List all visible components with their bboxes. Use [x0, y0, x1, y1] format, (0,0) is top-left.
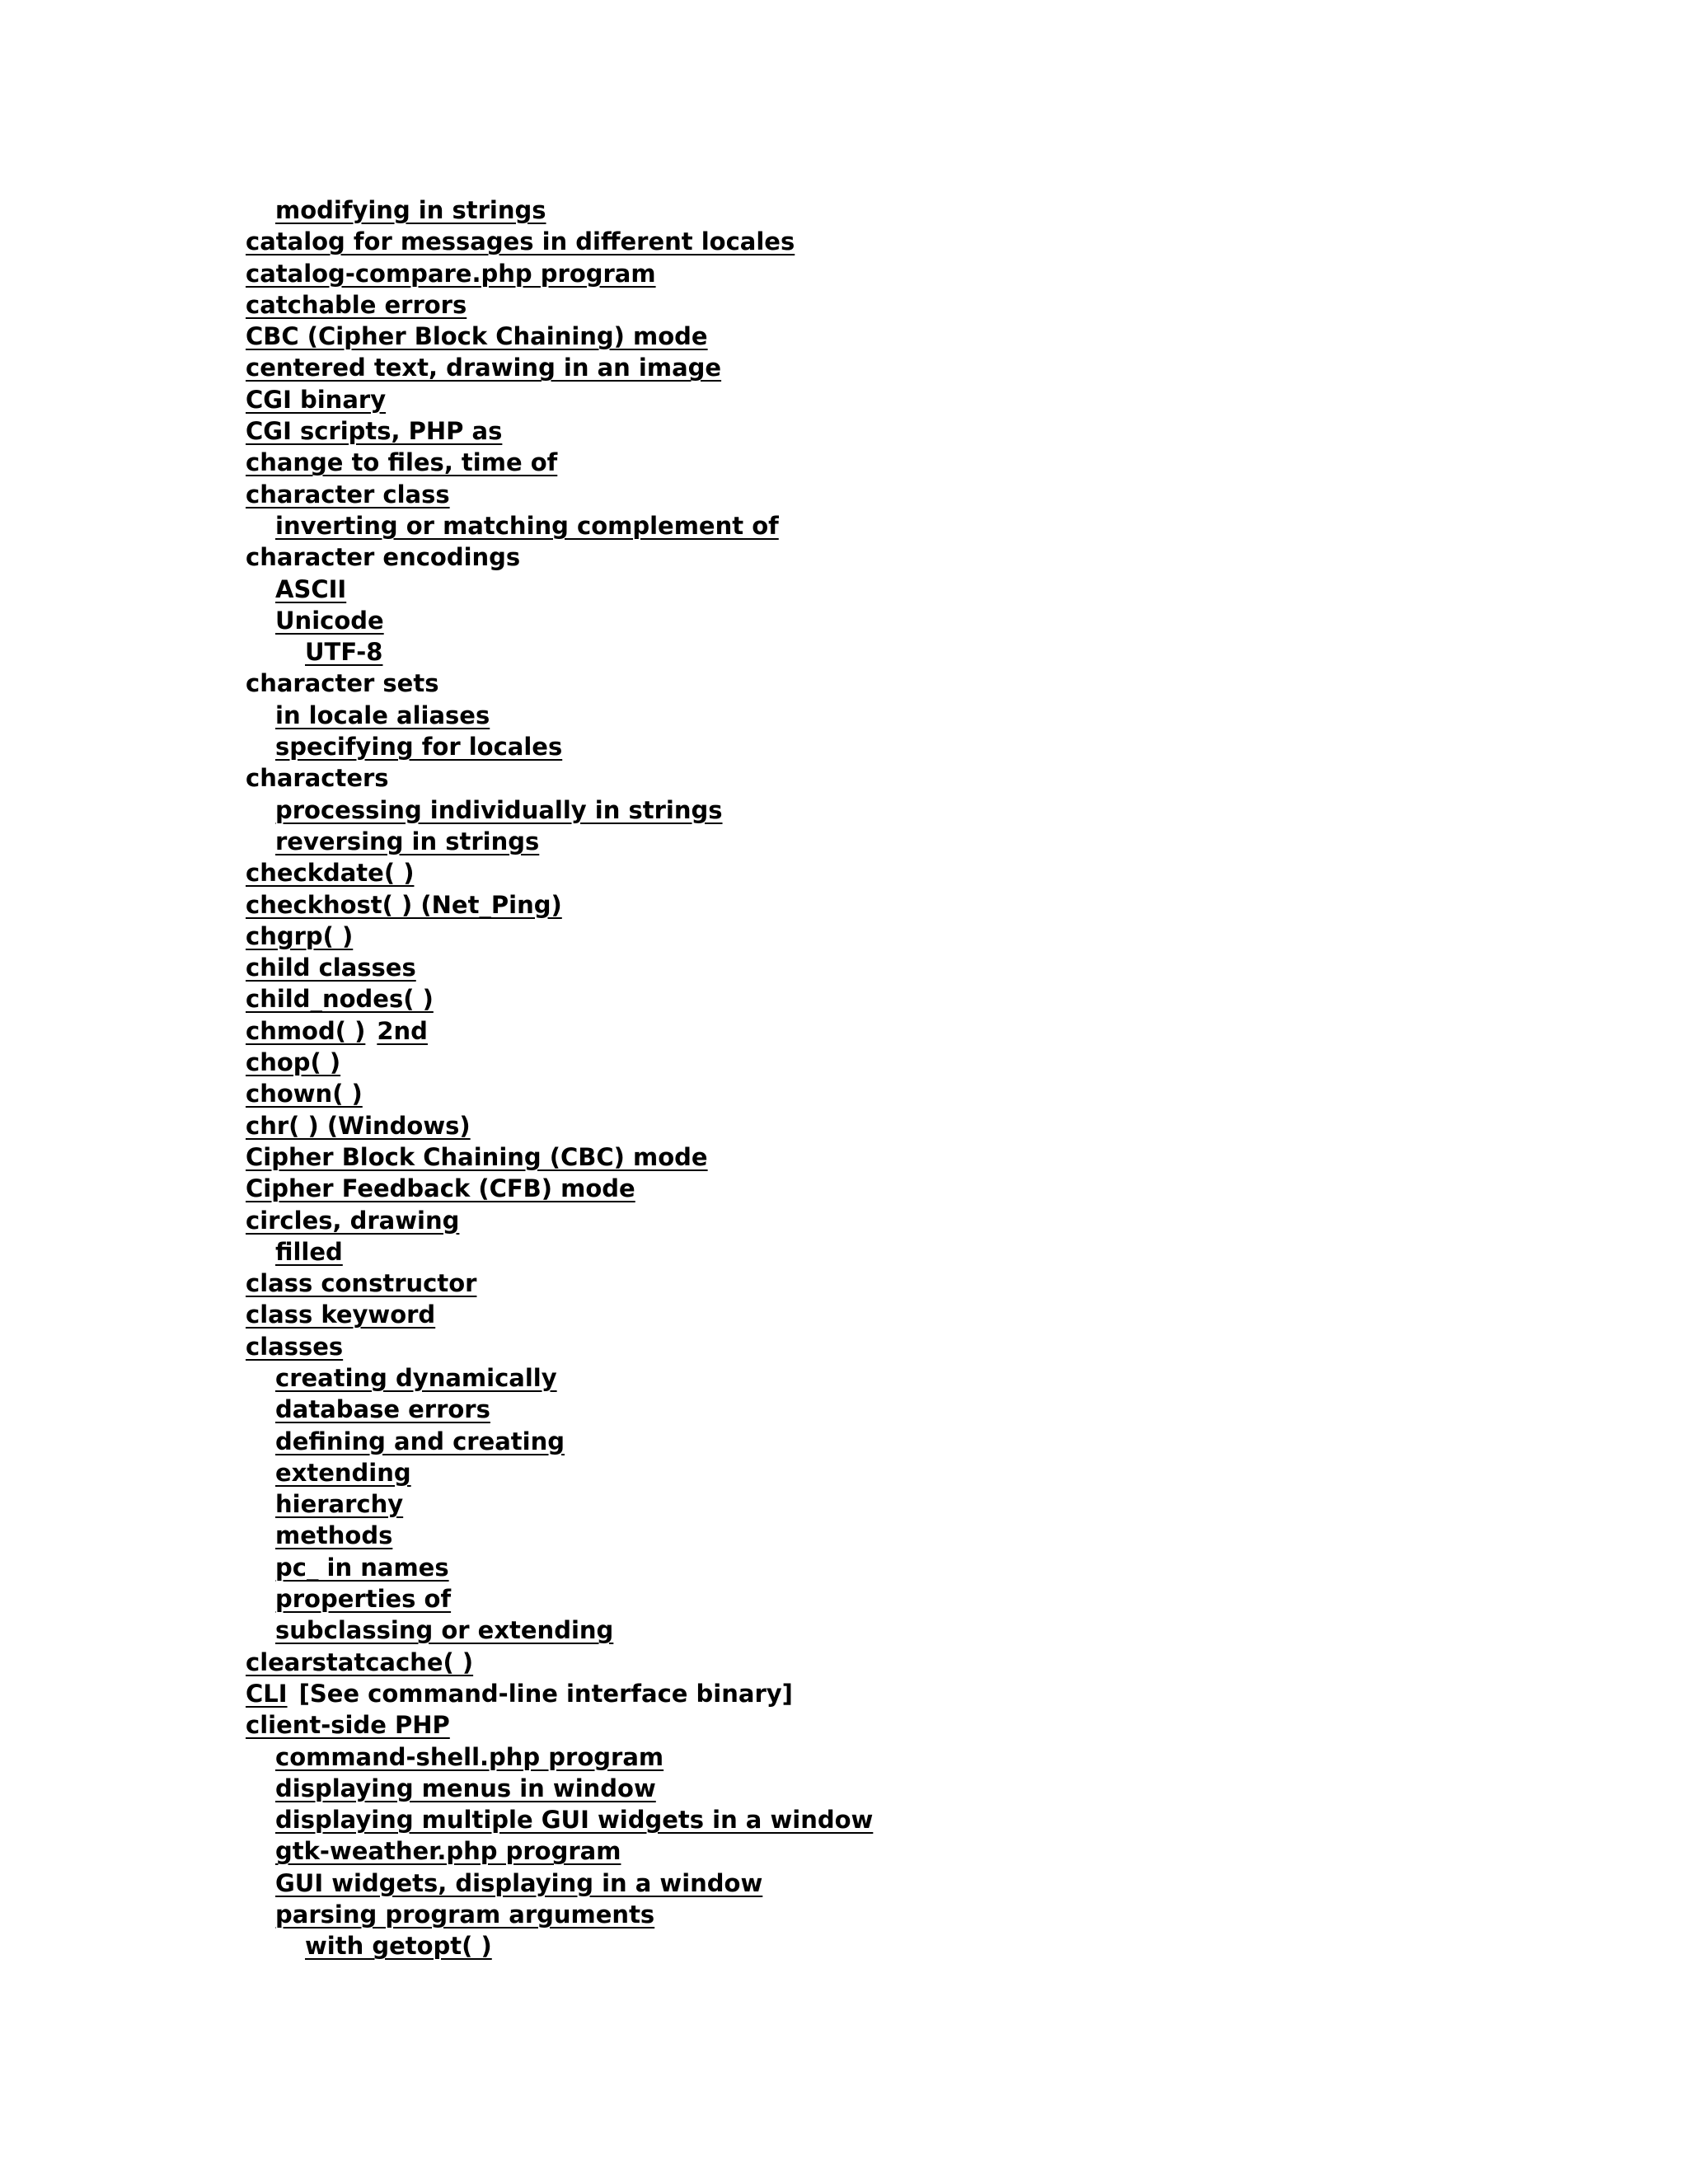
index-subentry	[0, 1835, 873, 1867]
index-link[interactable]: UTF-8	[305, 638, 383, 667]
index-link[interactable]: properties of	[275, 1585, 452, 1614]
index-entry	[0, 1173, 873, 1204]
index-link[interactable]: character class	[246, 480, 450, 509]
index-entry	[0, 762, 873, 794]
index-link[interactable]: chr( ) (Windows)	[246, 1111, 471, 1140]
index-link[interactable]: in locale aliases	[275, 701, 490, 729]
index-link[interactable]: change to files, time of	[246, 448, 558, 477]
index-entry	[0, 921, 873, 952]
index-link[interactable]: Cipher Feedback (CFB) mode	[246, 1174, 635, 1203]
index-entry	[0, 857, 873, 888]
index-subentry	[0, 1426, 873, 1457]
index-subentry	[0, 794, 873, 826]
index-entry	[0, 952, 873, 983]
index-term: characters	[246, 764, 389, 793]
index-subentry	[0, 1804, 873, 1835]
index-subentry	[0, 574, 873, 605]
index-entry	[0, 1709, 873, 1741]
index-term: character sets	[246, 669, 439, 698]
index-link[interactable]: chmod( )	[246, 1016, 366, 1045]
index-link[interactable]: hierarchy	[275, 1490, 404, 1519]
index-entry	[0, 889, 873, 921]
index-link[interactable]: defining and creating	[275, 1427, 565, 1455]
index-link[interactable]: CLI	[246, 1679, 288, 1708]
index-subentry	[0, 1394, 873, 1425]
index-entry	[0, 1015, 873, 1047]
index-subentry	[0, 636, 873, 668]
index-entry	[0, 1110, 873, 1141]
index-link[interactable]: catalog-compare.php program	[246, 259, 656, 288]
index-link[interactable]: displaying menus in window	[275, 1774, 656, 1802]
index-subentry	[0, 1488, 873, 1520]
index-link[interactable]: inverting or matching complement of	[275, 511, 779, 540]
index-link[interactable]: chgrp( )	[246, 921, 354, 950]
index-entry	[0, 258, 873, 289]
index-link[interactable]: Unicode	[275, 606, 384, 635]
index-link[interactable]: gtk-weather.php program	[275, 1837, 621, 1866]
index-link[interactable]: modifying in strings	[275, 196, 546, 224]
index-entry	[0, 541, 873, 573]
index-link[interactable]: GUI widgets, displaying in a window	[275, 1868, 763, 1897]
index-subentry	[0, 1236, 873, 1268]
index-link[interactable]: pc_ in names	[275, 1553, 449, 1582]
index-link[interactable]: chop( )	[246, 1048, 341, 1077]
index-subentry	[0, 1741, 873, 1773]
index-entry	[0, 447, 873, 478]
index-link[interactable]: checkhost( ) (Net_Ping)	[246, 890, 562, 919]
index-link[interactable]: CGI binary	[246, 385, 387, 414]
index-link[interactable]: extending	[275, 1458, 411, 1487]
index-subentry	[0, 1520, 873, 1551]
index-link[interactable]: filled	[275, 1237, 343, 1266]
index-link[interactable]: methods	[275, 1521, 393, 1550]
index-link[interactable]: with getopt( )	[305, 1932, 492, 1961]
index-link[interactable]: displaying multiple GUI widgets in a window	[275, 1806, 874, 1835]
index-link[interactable]: ASCII	[275, 574, 347, 603]
index-subentry	[0, 731, 873, 762]
index-entry	[0, 226, 873, 257]
index-subentry	[0, 1899, 873, 1930]
index-entry	[0, 321, 873, 352]
index-link[interactable]: database errors	[275, 1395, 490, 1424]
index-entry	[0, 352, 873, 383]
index-link[interactable]: child classes	[246, 954, 416, 982]
index-link[interactable]: subclassing or extending	[275, 1616, 614, 1645]
index-link[interactable]: specifying for locales	[275, 733, 563, 762]
index-entry	[0, 1268, 873, 1299]
index-subentry	[0, 194, 873, 226]
index-link[interactable]: Cipher Block Chaining (CBC) mode	[246, 1142, 708, 1171]
index-link[interactable]: circles, drawing	[246, 1206, 460, 1235]
index-entry	[0, 1678, 873, 1709]
index-link[interactable]: reversing in strings	[275, 827, 540, 855]
index-entry	[0, 1205, 873, 1236]
index-entry	[0, 289, 873, 321]
index-link[interactable]: CBC (Cipher Block Chaining) mode	[246, 322, 708, 351]
index-subentry	[0, 1773, 873, 1804]
index-term: [See command-line interface binary]	[298, 1679, 793, 1708]
index-subentry	[0, 1930, 873, 1961]
index-entry	[0, 983, 873, 1015]
index-subentry	[0, 1583, 873, 1615]
index-entry	[0, 1647, 873, 1678]
index-entry	[0, 1299, 873, 1330]
index-subentry	[0, 700, 873, 731]
index-term: character encodings	[246, 543, 521, 572]
index-entry	[0, 479, 873, 510]
index-entry	[0, 1078, 873, 1109]
index-subentry	[0, 1457, 873, 1488]
index-link[interactable]: parsing program arguments	[275, 1900, 655, 1929]
index-link[interactable]: checkdate( )	[246, 859, 415, 888]
index-link[interactable]: command-shell.php program	[275, 1742, 664, 1771]
index-subentry	[0, 510, 873, 541]
index-entry	[0, 1047, 873, 1078]
index-entry	[0, 1331, 873, 1362]
index-link[interactable]: classes	[246, 1332, 344, 1361]
index-entry	[0, 415, 873, 447]
index-entry	[0, 1141, 873, 1173]
index-entry	[0, 668, 873, 699]
index-subentry	[0, 1362, 873, 1394]
index-link[interactable]: client-side PHP	[246, 1711, 450, 1740]
index-subentry	[0, 605, 873, 636]
index-subentry	[0, 1868, 873, 1899]
index-link[interactable]: class constructor	[246, 1269, 477, 1298]
index-link[interactable]: catalog for messages in different locales	[246, 227, 795, 256]
index-subentry	[0, 826, 873, 857]
index-link[interactable]: chown( )	[246, 1080, 363, 1108]
index-link[interactable]: catchable errors	[246, 290, 467, 319]
index-subentry	[0, 1615, 873, 1646]
index-link[interactable]: class keyword	[246, 1301, 436, 1329]
index-link[interactable]: processing individually in strings	[275, 795, 723, 824]
index-link[interactable]: 2nd	[377, 1016, 428, 1045]
book-index-list	[0, 194, 873, 1962]
index-subentry	[0, 1552, 873, 1583]
index-link[interactable]: CGI scripts, PHP as	[246, 417, 503, 446]
index-link[interactable]: clearstatcache( )	[246, 1647, 474, 1676]
index-link[interactable]: creating dynamically	[275, 1363, 557, 1392]
index-link[interactable]: centered text, drawing in an image	[246, 354, 722, 382]
index-link[interactable]: child_nodes( )	[246, 985, 434, 1014]
index-entry	[0, 384, 873, 415]
